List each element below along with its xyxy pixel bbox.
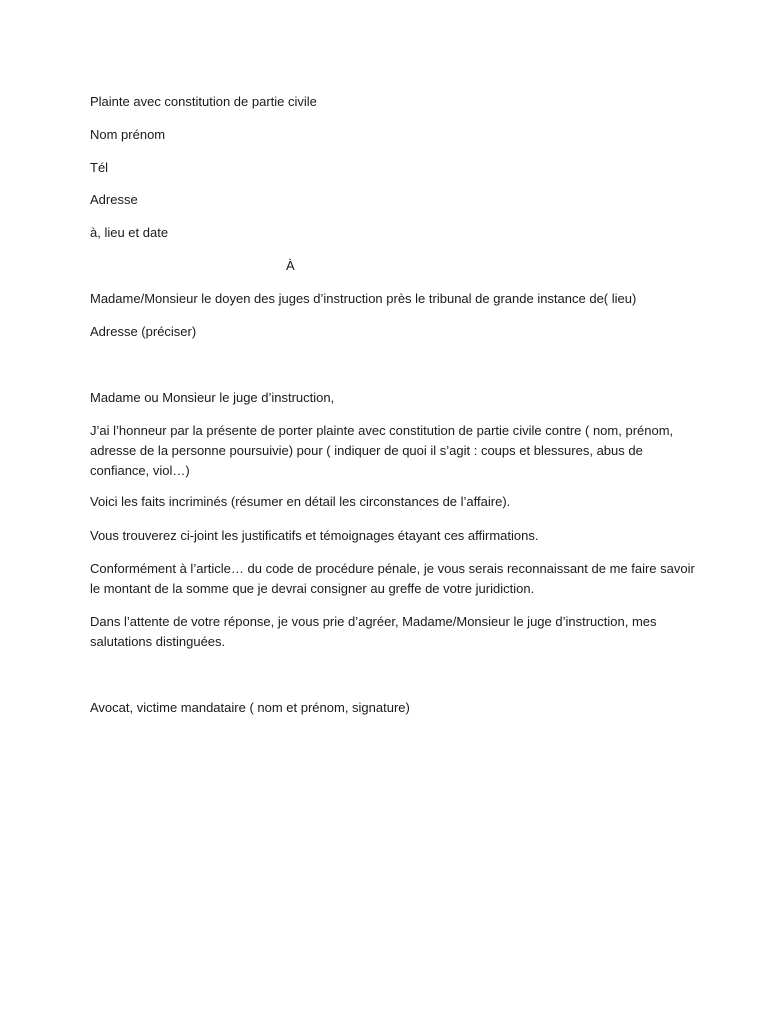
sender-address: Adresse (90, 192, 138, 207)
body-paragraph-3: Vous trouverez ci-joint les justificatifs et témoignages étayant ces affirmations. (90, 528, 539, 543)
body-paragraph-1-line: confiance, viol…) (90, 463, 190, 478)
body-paragraph-2: Voici les faits incriminés (résumer en détail les circonstances de l’affaire). (90, 494, 511, 509)
recipient-address: Adresse (préciser) (90, 324, 197, 339)
salutation: Madame ou Monsieur le juge d’instruction, (90, 390, 335, 405)
place-date: à, lieu et date (90, 225, 169, 240)
body-paragraph-1 (90, 421, 690, 481)
sender-name: Nom prénom (90, 127, 166, 142)
body-paragraph-1-line: J’ai l’honneur par la présente de porter plainte avec constitution de partie civile contre ( nom, prénom, (90, 423, 674, 438)
body-paragraph-1-line: adresse de la personne poursuivie) pour ( indiquer de quoi il s’agit : coups et blessures, abus de (90, 443, 643, 458)
body-paragraph-5-line: Dans l’attente de votre réponse, je vous prie d’agréer, Madame/Monsieur le juge d’instruction, mes (90, 614, 657, 629)
body-paragraph-5-line: salutations distinguées. (90, 634, 226, 649)
recipient-name: Madame/Monsieur le doyen des juges d’instruction près le tribunal de grande instance de( lieu) (90, 291, 637, 306)
to-marker: À (286, 258, 295, 273)
document-title: Plainte avec constitution de partie civile (90, 94, 317, 109)
body-paragraph-4-line: Conformément à l’article… du code de procédure pénale, je vous serais reconnaissant de me faire savoir (90, 561, 695, 576)
body-paragraph-5 (90, 612, 690, 652)
body-paragraph-4 (90, 559, 695, 599)
signature-line: Avocat, victime mandataire ( nom et prénom, signature) (90, 700, 410, 715)
sender-phone: Tél (90, 160, 109, 175)
body-paragraph-4-line: le montant de la somme que je devrai consigner au greffe de votre juridiction. (90, 581, 535, 596)
